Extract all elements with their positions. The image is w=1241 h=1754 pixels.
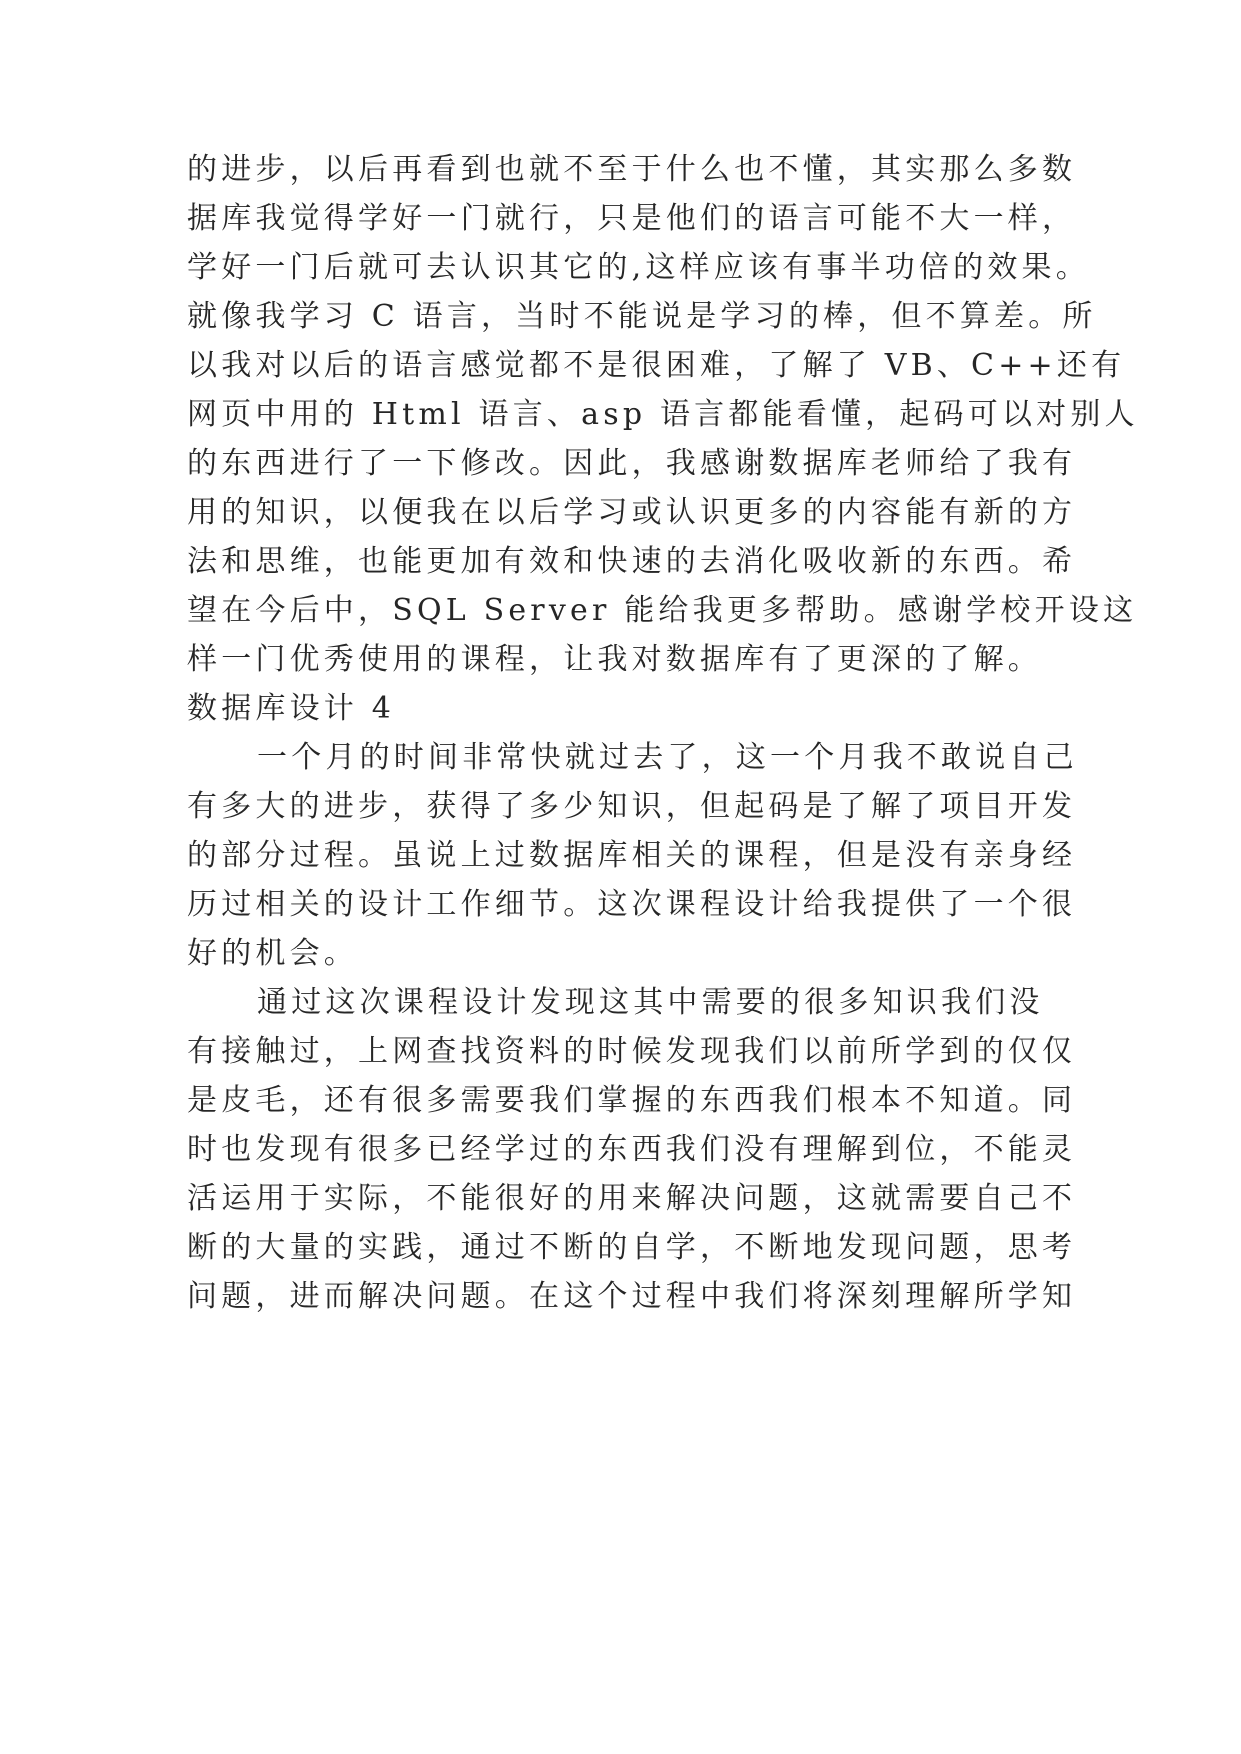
text-line: 网页中用的 Html 语言、asp 语言都能看懂，起码可以对别人: [187, 397, 1139, 432]
text-line: 法和思维，也能更加有效和快速的去消化吸收新的东西。希: [187, 544, 1077, 579]
text-line: 样一门优秀使用的课程，让我对数据库有了更深的了解。: [187, 642, 1042, 677]
text-line: 好的机会。: [187, 936, 358, 971]
paragraph-first-line: 通过这次课程设计发现这其中需要的很多知识我们没: [257, 985, 1044, 1020]
section-heading: 数据库设计 4: [187, 691, 396, 726]
text-line: 有接触过，上网查找资料的时候发现我们以前所学到的仅仅: [187, 1034, 1077, 1069]
text-line: 有多大的进步，获得了多少知识，但起码是了解了项目开发: [187, 789, 1077, 824]
text-line: 的东西进行了一下修改。因此，我感谢数据库老师给了我有: [187, 446, 1077, 481]
text-line: 用的知识，以便我在以后学习或认识更多的内容能有新的方: [187, 495, 1077, 530]
text-line: 就像我学习 C 语言，当时不能说是学习的棒，但不算差。所: [187, 299, 1097, 334]
text-line: 活运用于实际，不能很好的用来解决问题，这就需要自己不: [187, 1181, 1077, 1216]
text-line: 问题，进而解决问题。在这个过程中我们将深刻理解所学知: [187, 1279, 1077, 1314]
text-line: 学好一门后就可去认识其它的,这样应该有事半功倍的效果。: [187, 250, 1090, 285]
text-line: 以我对以后的语言感觉都不是很困难，了解了 VB、C++还有: [187, 348, 1126, 383]
text-line: 望在今后中，SQL Server 能给我更多帮助。感谢学校开设这: [187, 593, 1138, 628]
text-line: 历过相关的设计工作细节。这次课程设计给我提供了一个很: [187, 887, 1077, 922]
text-line: 是皮毛，还有很多需要我们掌握的东西我们根本不知道。同: [187, 1083, 1077, 1118]
text-line: 据库我觉得学好一门就行，只是他们的语言可能不大一样，: [187, 201, 1077, 236]
text-line: 的进步，以后再看到也就不至于什么也不懂，其实那么多数: [187, 152, 1077, 187]
paragraph-first-line: 一个月的时间非常快就过去了，这一个月我不敢说自己: [257, 740, 1078, 775]
text-line: 的部分过程。虽说上过数据库相关的课程，但是没有亲身经: [187, 838, 1077, 873]
text-line: 时也发现有很多已经学过的东西我们没有理解到位，不能灵: [187, 1132, 1077, 1167]
text-line: 断的大量的实践，通过不断的自学，不断地发现问题，思考: [187, 1230, 1077, 1265]
